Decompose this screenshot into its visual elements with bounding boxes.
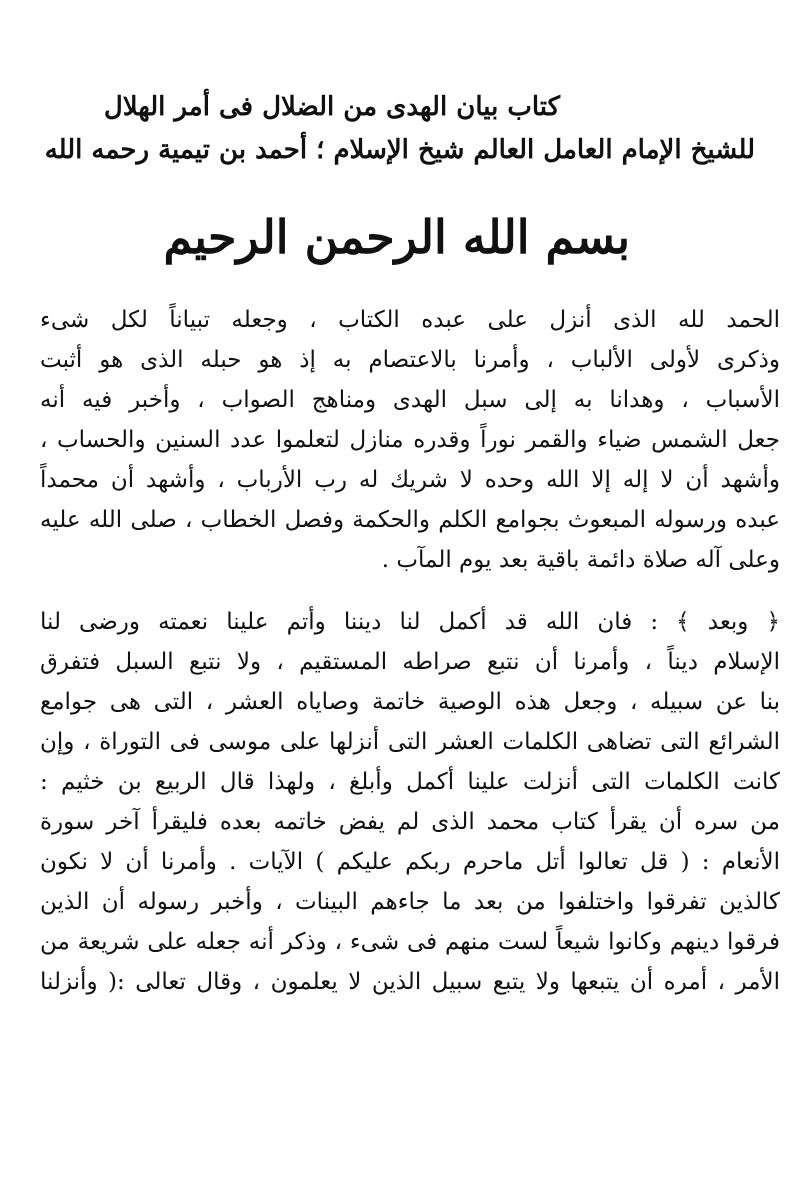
basmala-calligraphy: بسم الله الرحمن الرحيم [163, 210, 630, 264]
text-line: الإسلام ديناً ، وأمرنا أن نتبع صراطه المستقيم ، ولا نتبع السبل فتفرق [40, 649, 780, 675]
text-line: كانت الكلمات التى أنزلت علينا أكمل وأبلغ ، ولهذا قال الربيع بن خثيم : [40, 769, 780, 795]
text-line: الشرائع التى تضاهى الكلمات العشر التى أنزلها على موسى فى التوراة ، وإن [40, 729, 780, 755]
text-line: الأمر ، أمره أن يتبعها ولا يتبع سبيل الذين لا يعلمون ، وقال تعالى :( وأنزلنا [40, 969, 780, 995]
text-line: فرقوا دينهم وكانوا شيعاً لست منهم فى شىء ، وذكر أنه جعله على شريعة من [40, 929, 780, 955]
text-line: من سره أن يقرأ كتاب محمد الذى لم يفض خاتمه بعده فليقرأ آخر سورة [40, 809, 780, 835]
text-line: عبده ورسوله المبعوث بجوامع الكلم والحكمة وفصل الخطاب ، صلى الله عليه [40, 507, 780, 533]
text-line: الأنعام : ( قل تعالوا أتل ماحرم ربكم عليكم ) الآيات . وأمرنا أن لا نكون [40, 849, 780, 875]
text-line: الأسباب ، وهدانا به إلى سبل الهدى ومناهج الصواب ، وأخبر فيه أنه [40, 387, 780, 413]
text-line: الحمد لله الذى أنزل على عبده الكتاب ، وجعله تبياناً لكل شىء [40, 307, 780, 333]
text-line: جعل الشمس ضياء والقمر نوراً وقدره منازل لتعلموا عدد السنين والحساب ، [40, 427, 780, 453]
text-line: وعلى آله صلاة دائمة باقية بعد يوم المآب . [381, 547, 780, 573]
text-line: كالذين تفرقوا واختلفوا من بعد ما جاءهم البينات ، وأخبر رسوله أن الذين [40, 889, 780, 915]
text-line: ﴿ وبعد ﴾ : فان الله قد أكمل لنا ديننا وأتم علينا نعمته ورضى لنا [40, 609, 780, 635]
text-line: وذكرى لأولى الألباب ، وأمرنا بالاعتصام به إذ هو حبله الذى هو أثبت [40, 347, 780, 373]
text-line: وأشهد أن لا إله إلا الله وحده لا شريك له رب الأرباب ، وأشهد أن محمداً [40, 467, 780, 493]
text-line: بنا عن سبيله ، وجعل هذه الوصية خاتمة وصاياه العشر ، التى هى جوامع [40, 689, 780, 715]
author-line: للشيخ الإمام العامل العالم شيخ الإسلام ؛ أحمد بن تيمية رحمه الله [44, 135, 755, 165]
book-title: كتاب بيان الهدى من الضلال فى أمر الهلال [103, 92, 560, 122]
